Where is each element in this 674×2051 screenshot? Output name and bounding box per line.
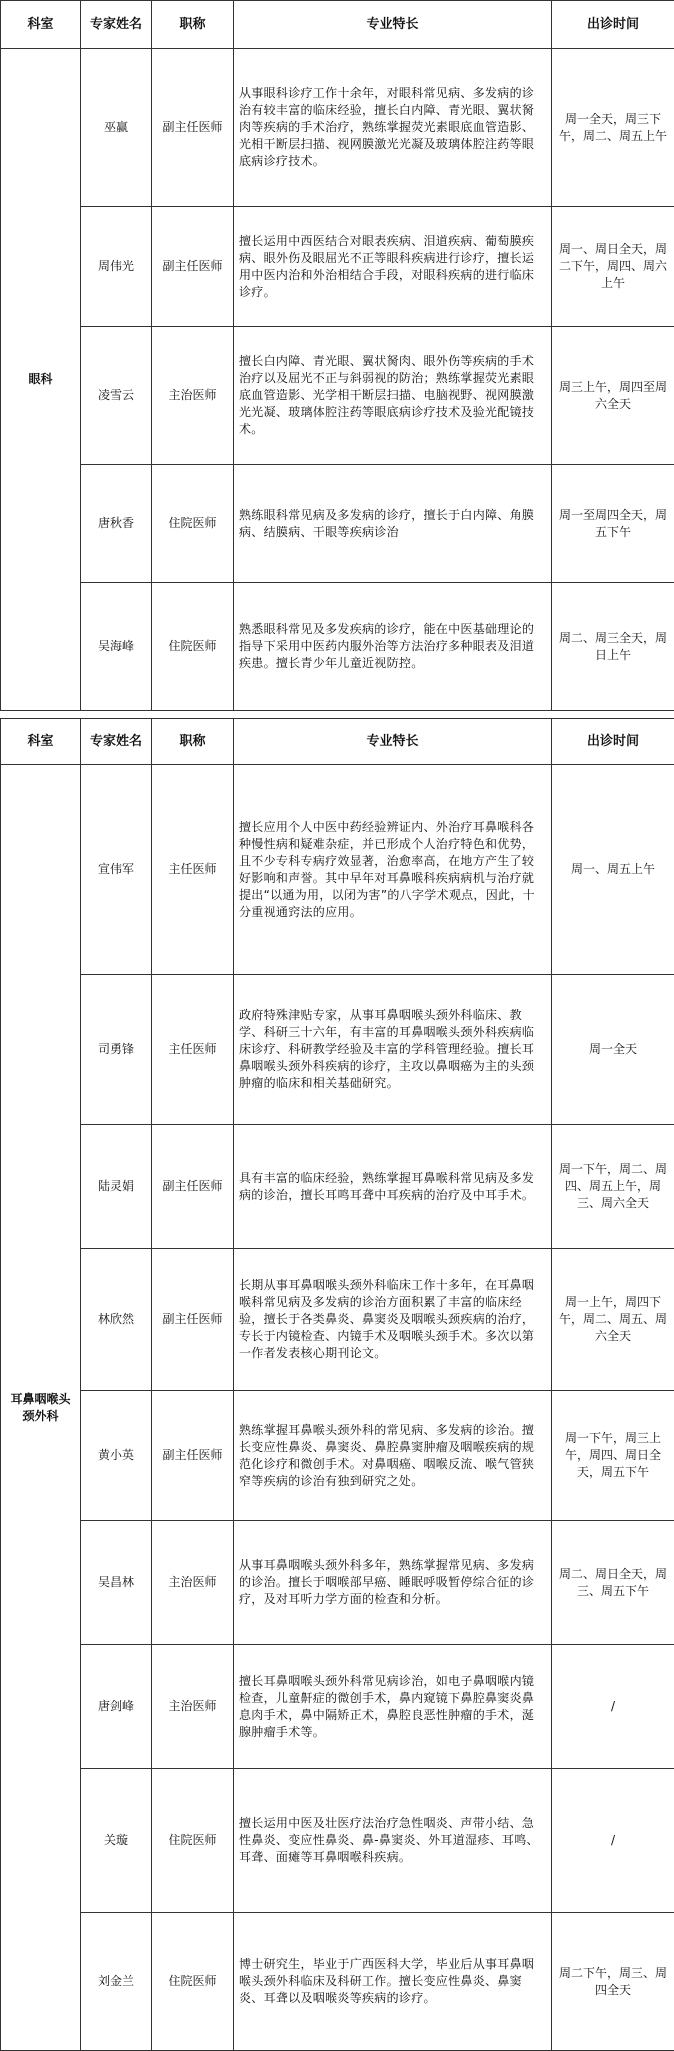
doctor-specialty: 擅长应用个人中医中药经验辨证内、外治疗耳鼻喉科各种慢性病和疑难杂症，并已形成个人治疗特色和优势，且不少专科专病疗效显著，治愈率高，在地方产生了较好影响和声誉。其中早年对耳鼻喉科疾病病机与治疗就提出“以通为用，以闭为害”的八字学术观点，因此，十分重视通窍法的应用。 (234, 765, 552, 975)
doctor-name: 陆灵娟 (81, 1125, 152, 1249)
doctor-specialty: 长期从事耳鼻咽喉头颈外科临床工作十多年，在耳鼻咽喉科常见病及多发病的诊治方面积累了丰富的临床经验，擅长于各类鼻炎、鼻窦炎及咽喉头颈疾病的治疗，专长于内镜检查、内镜手术及咽喉头颈手术。多次以第一作者发表核心期刊论文。 (234, 1249, 552, 1391)
table-row (1, 1249, 674, 1391)
doctor-specialty: 政府特殊津贴专家，从事耳鼻咽喉头颈外科临床、教学、科研三十六年，有丰富的耳鼻咽喉头颈外科疾病临床诊疗、科研教学经验及丰富的学科管理经验。擅长耳鼻咽喉头颈外科疾病的诊疗，主攻以鼻咽癌为主的头颈肿瘤的临床和相关基础研究。 (234, 975, 552, 1125)
dept-ent: 耳鼻咽喉头颈外科 (1, 765, 81, 2051)
table-row (1, 207, 674, 327)
clinic-time: 周一、周五上午 (552, 765, 674, 975)
clinic-time: 周二、周三全天，周日上午 (552, 583, 674, 711)
table-row (1, 1125, 674, 1249)
doctor-name: 关璇 (81, 1769, 152, 1913)
clinic-time: / (552, 1645, 674, 1769)
clinic-time: 周三上午，周四至周六全天 (552, 327, 674, 465)
ent-schedule-table (0, 718, 674, 2051)
doctor-name: 林欣然 (81, 1249, 152, 1391)
doctor-specialty: 熟练掌握耳鼻喉头颈外科的常见病、多发病的诊治。擅长变应性鼻炎、鼻窦炎、鼻腔鼻窦肿瘤及咽喉疾病的规范化诊疗和微创手术。对鼻咽癌、咽喉反流、喉气管狭窄等疾病的诊治有独到研究之处。 (234, 1391, 552, 1521)
table-row (1, 1521, 674, 1645)
doctor-name: 吴昌林 (81, 1521, 152, 1645)
doctor-name: 巫赢 (81, 49, 152, 207)
clinic-time: 周一下午，周二、周四、周五上午，周三、周六全天 (552, 1125, 674, 1249)
header-dept: 科室 (1, 1, 81, 49)
doctor-specialty: 擅长运用中医及壮医疗法治疗急性咽炎、声带小结、急性鼻炎、变应性鼻炎、鼻-鼻窦炎、外耳道湿疹、耳鸣、耳聋、面瘫等耳鼻咽喉科疾病。 (234, 1769, 552, 1913)
doctor-title: 主任医师 (152, 765, 234, 975)
doctor-name: 唐剑峰 (81, 1645, 152, 1769)
doctor-name: 凌雪云 (81, 327, 152, 465)
doctor-title: 主治医师 (152, 1521, 234, 1645)
header-dept: 科室 (1, 719, 81, 765)
header-specialty: 专业特长 (234, 719, 552, 765)
header-specialty: 专业特长 (234, 1, 552, 49)
doctor-specialty: 熟悉眼科常见及多发疾病的诊疗，能在中医基础理论的指导下采用中医药内服外治等方法治疗多种眼表及泪道疾患。擅长青少年儿童近视防控。 (234, 583, 552, 711)
table-row (1, 1769, 674, 1913)
doctor-title: 住院医师 (152, 1769, 234, 1913)
clinic-time: 周二下午，周三、周四全天 (552, 1913, 674, 2051)
table-row (1, 583, 674, 711)
clinic-time: 周一至周四全天，周五下午 (552, 465, 674, 583)
clinic-time: 周一下午，周三上午，周四、周日全天，周五下午 (552, 1391, 674, 1521)
header-name: 专家姓名 (81, 719, 152, 765)
doctor-title: 住院医师 (152, 465, 234, 583)
clinic-time: / (552, 1769, 674, 1913)
doctor-title: 副主任医师 (152, 1391, 234, 1521)
doctor-specialty: 熟练眼科常见病及多发病的诊疗，擅长于白内障、角膜病、结膜病、干眼等疾病诊治 (234, 465, 552, 583)
doctor-specialty: 具有丰富的临床经验，熟练掌握耳鼻喉科常见病及多发病的诊治，擅长耳鸣耳聋中耳疾病的治疗及中耳手术。 (234, 1125, 552, 1249)
doctor-specialty: 从事眼科诊疗工作十余年，对眼科常见病、多发病的诊治有较丰富的临床经验，擅长白内障、青光眼、翼状胬肉等疾病的手术治疗，熟练掌握荧光素眼底血管造影、光相干断层扫描、视网膜激光光凝及玻璃体腔注药等眼底病诊疗技术。 (234, 49, 552, 207)
clinic-time: 周一全天 (552, 975, 674, 1125)
table-row (1, 465, 674, 583)
doctor-name: 黄小英 (81, 1391, 152, 1521)
doctor-title: 副主任医师 (152, 49, 234, 207)
doctor-title: 副主任医师 (152, 207, 234, 327)
header-row (1, 719, 674, 765)
doctor-title: 主任医师 (152, 975, 234, 1125)
header-name: 专家姓名 (81, 1, 152, 49)
clinic-time: 周二、周日全天，周三、周五下午 (552, 1521, 674, 1645)
doctor-title: 住院医师 (152, 1913, 234, 2051)
clinic-time: 周一、周日全天，周二下午，周四、周六上午 (552, 207, 674, 327)
table-row (1, 1391, 674, 1521)
doctor-specialty: 擅长耳鼻咽喉头颈外科常见病诊治，如电子鼻咽喉内镜检查，儿童鼾症的微创手术，鼻内窥镜下鼻腔鼻窦炎鼻息肉手术，鼻中隔矫正术，鼻腔良恶性肿瘤的手术，涎腺肿瘤手术等。 (234, 1645, 552, 1769)
eye-schedule-table (0, 0, 674, 711)
header-title: 职称 (152, 1, 234, 49)
doctor-specialty: 擅长运用中西医结合对眼表疾病、泪道疾病、葡萄膜疾病、眼外伤及眼屈光不正等眼科疾病进行诊疗，擅长运用中医内治和外治相结合手段，对眼科疾病的进行临床诊疗。 (234, 207, 552, 327)
doctor-title: 主治医师 (152, 327, 234, 465)
header-row (1, 1, 674, 49)
doctor-name: 周伟光 (81, 207, 152, 327)
header-time: 出诊时间 (552, 719, 674, 765)
doctor-title: 住院医师 (152, 583, 234, 711)
table-row (1, 327, 674, 465)
doctor-name: 宣伟军 (81, 765, 152, 975)
doctor-specialty: 从事耳鼻咽喉头颈外科多年，熟练掌握常见病、多发病的诊治。擅长于咽喉部早癌、睡眠呼吸暂停综合征的诊疗，及对耳听力学方面的检查和分析。 (234, 1521, 552, 1645)
table-row (1, 765, 674, 975)
doctor-title: 主治医师 (152, 1645, 234, 1769)
doctor-name: 司勇锋 (81, 975, 152, 1125)
doctor-name: 唐秋香 (81, 465, 152, 583)
doctor-specialty: 博士研究生，毕业于广西医科大学，毕业后从事耳鼻咽喉头颈外科临床及科研工作。擅长变应性鼻炎、鼻窦炎、耳聋以及咽喉炎等疾病的诊疗。 (234, 1913, 552, 2051)
table-row (1, 49, 674, 207)
header-title: 职称 (152, 719, 234, 765)
doctor-name: 刘金兰 (81, 1913, 152, 2051)
dept-eye: 眼科 (1, 49, 81, 711)
table-row (1, 1913, 674, 2051)
header-time: 出诊时间 (552, 1, 674, 49)
clinic-time: 周一全天，周三下午，周二、周五上午 (552, 49, 674, 207)
clinic-time: 周一上午，周四下午，周二、周五、周六全天 (552, 1249, 674, 1391)
table-row (1, 1645, 674, 1769)
doctor-title: 副主任医师 (152, 1249, 234, 1391)
table-row (1, 975, 674, 1125)
doctor-specialty: 擅长白内障、青光眼、翼状胬肉、眼外伤等疾病的手术治疗以及屈光不正与斜弱视的防治；熟练掌握荧光素眼底血管造影、光学相干断层扫描、电脑视野、视网膜激光光凝、玻璃体腔注药等眼底病诊疗技术及验光配镜技术。 (234, 327, 552, 465)
doctor-title: 副主任医师 (152, 1125, 234, 1249)
doctor-name: 吴海峰 (81, 583, 152, 711)
